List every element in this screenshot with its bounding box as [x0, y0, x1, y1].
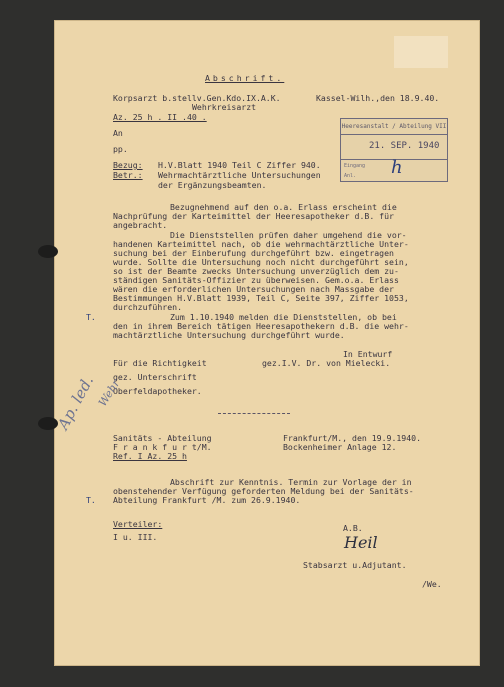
abs-line2: obenstehender Verfügung geforderten Meldung bei der Sanitäts- [113, 486, 414, 496]
unterschrift-label: gez. Unterschrift [113, 372, 197, 382]
divider-rule [218, 413, 290, 414]
received-stamp [340, 118, 448, 182]
abs-line1: Abschrift zur Kenntnis. Termin zur Vorlage der in [170, 477, 412, 487]
punch-hole-top [38, 245, 58, 258]
p2-line4: wurde. Sollte die Untersuchung noch nicht durchgeführt sein, [113, 257, 409, 267]
san-line3: Ref. I Az. 25 h [113, 451, 187, 461]
p2-line7: wären die erforderlichen Untersuchungen nach Massgabe der [113, 284, 394, 294]
ffm-address: Bockenheimer Anlage 12. [283, 442, 397, 452]
pp-label: pp. [113, 144, 128, 154]
p3-margin-mark: T. [86, 312, 96, 322]
az-number: Az. 25 h . II .40 . [113, 112, 207, 122]
san-line1: Sanitäts - Abteilung [113, 433, 212, 443]
p2-line1: Die Dienststellen prüfen daher umgehend die vor- [170, 230, 407, 240]
p1-line3: angebracht. [113, 220, 168, 230]
place-date: Kassel-Wilh.,den 18.9.40. [316, 93, 440, 103]
p3-line1: Zum 1.10.1940 melden die Dienststellen, ob bei [170, 312, 397, 322]
p2-line8: Bestimmungen H.V.Blatt 1939, Teil C, Seite 397, Ziffer 1053, [113, 293, 409, 303]
betr-label: Betr.: [113, 170, 143, 180]
p3-line2: den in ihrem Bereich tätigen Heeresapothekern d.B. die wehr- [113, 321, 409, 331]
stamp-date: 21. SEP. 1940 [369, 141, 440, 151]
sender-line: Korpsarzt b.stellv.Gen.Kdo.IX.A.K. [113, 93, 281, 103]
an-label: An [113, 128, 123, 138]
betr-text2: der Ergänzungsbeamten. [158, 180, 267, 190]
abs-margin-mark: T. [86, 495, 96, 505]
bezug-label: Bezug: [113, 160, 143, 170]
pencil-marginalia: Ap. led. [54, 372, 98, 433]
doc-title: Abschrift. [205, 73, 285, 83]
we-initials: /We. [422, 579, 442, 589]
stabsarzt-label: Stabsarzt u.Adjutant. [303, 560, 407, 570]
gez-signature: gez.I.V. Dr. von Mielecki. [262, 358, 391, 368]
p1-line1: Bezugnehmend auf den o.a. Erlass erscheint die [170, 202, 397, 212]
stamp-label-right: Anl. [344, 173, 357, 179]
betr-text1: Wehrmachtärztliche Untersuchungen [158, 170, 321, 180]
p2-line5: so ist der Beamte zwecks Untersuchung unverzüglich dem zu- [113, 266, 399, 276]
stamp-initial: h [391, 157, 403, 178]
richtigkeit-label: Für die Richtigkeit [113, 358, 207, 368]
stamp-label-left: Eingang [344, 163, 366, 169]
p1-line2: Nachprüfung der Karteimittel der Heeresapotheker d.B. für [113, 211, 394, 221]
ffm-date: Frankfurt/M., den 19.9.1940. [283, 433, 422, 443]
pencil-marginalia-2: Wehr [96, 377, 123, 409]
verteiler-label: Verteiler: [113, 519, 163, 529]
p2-line3: suchung bei der Einberufung durchgeführt bzw. eingetragen [113, 248, 394, 258]
p2-line9: durchzuführen. [113, 302, 183, 312]
entwurf-label: In Entwurf [343, 349, 393, 359]
oberfeld-label: Oberfeldapotheker. [113, 386, 202, 396]
abs-line3: Abteilung Frankfurt /M. zum 26.9.1940. [113, 495, 301, 505]
handwritten-signature: Heil [344, 533, 378, 552]
bezug-text: H.V.Blatt 1940 Teil C Ziffer 940. [158, 160, 321, 170]
sender-line2: Wehrkreisarzt [192, 102, 257, 112]
stamp-header: Heeresanstalt / Abteilung VII [341, 119, 447, 135]
ab-label: A.B. [343, 523, 363, 533]
p2-line6: ständigen Sanitäts-Offizier zu überweisen. Gem.o.a. Erlass [113, 275, 399, 285]
verteiler-recipients: I u. III. [113, 532, 158, 542]
paper-label-sticker [394, 36, 448, 68]
p3-line3: machtärztliche Untersuchung durchgeführt wurde. [113, 330, 345, 340]
san-line2: F r a n k f u r t/M. [113, 442, 212, 452]
p2-line2: handenen Karteimittel nach, ob die wehrmachtärztliche Unter- [113, 239, 409, 249]
